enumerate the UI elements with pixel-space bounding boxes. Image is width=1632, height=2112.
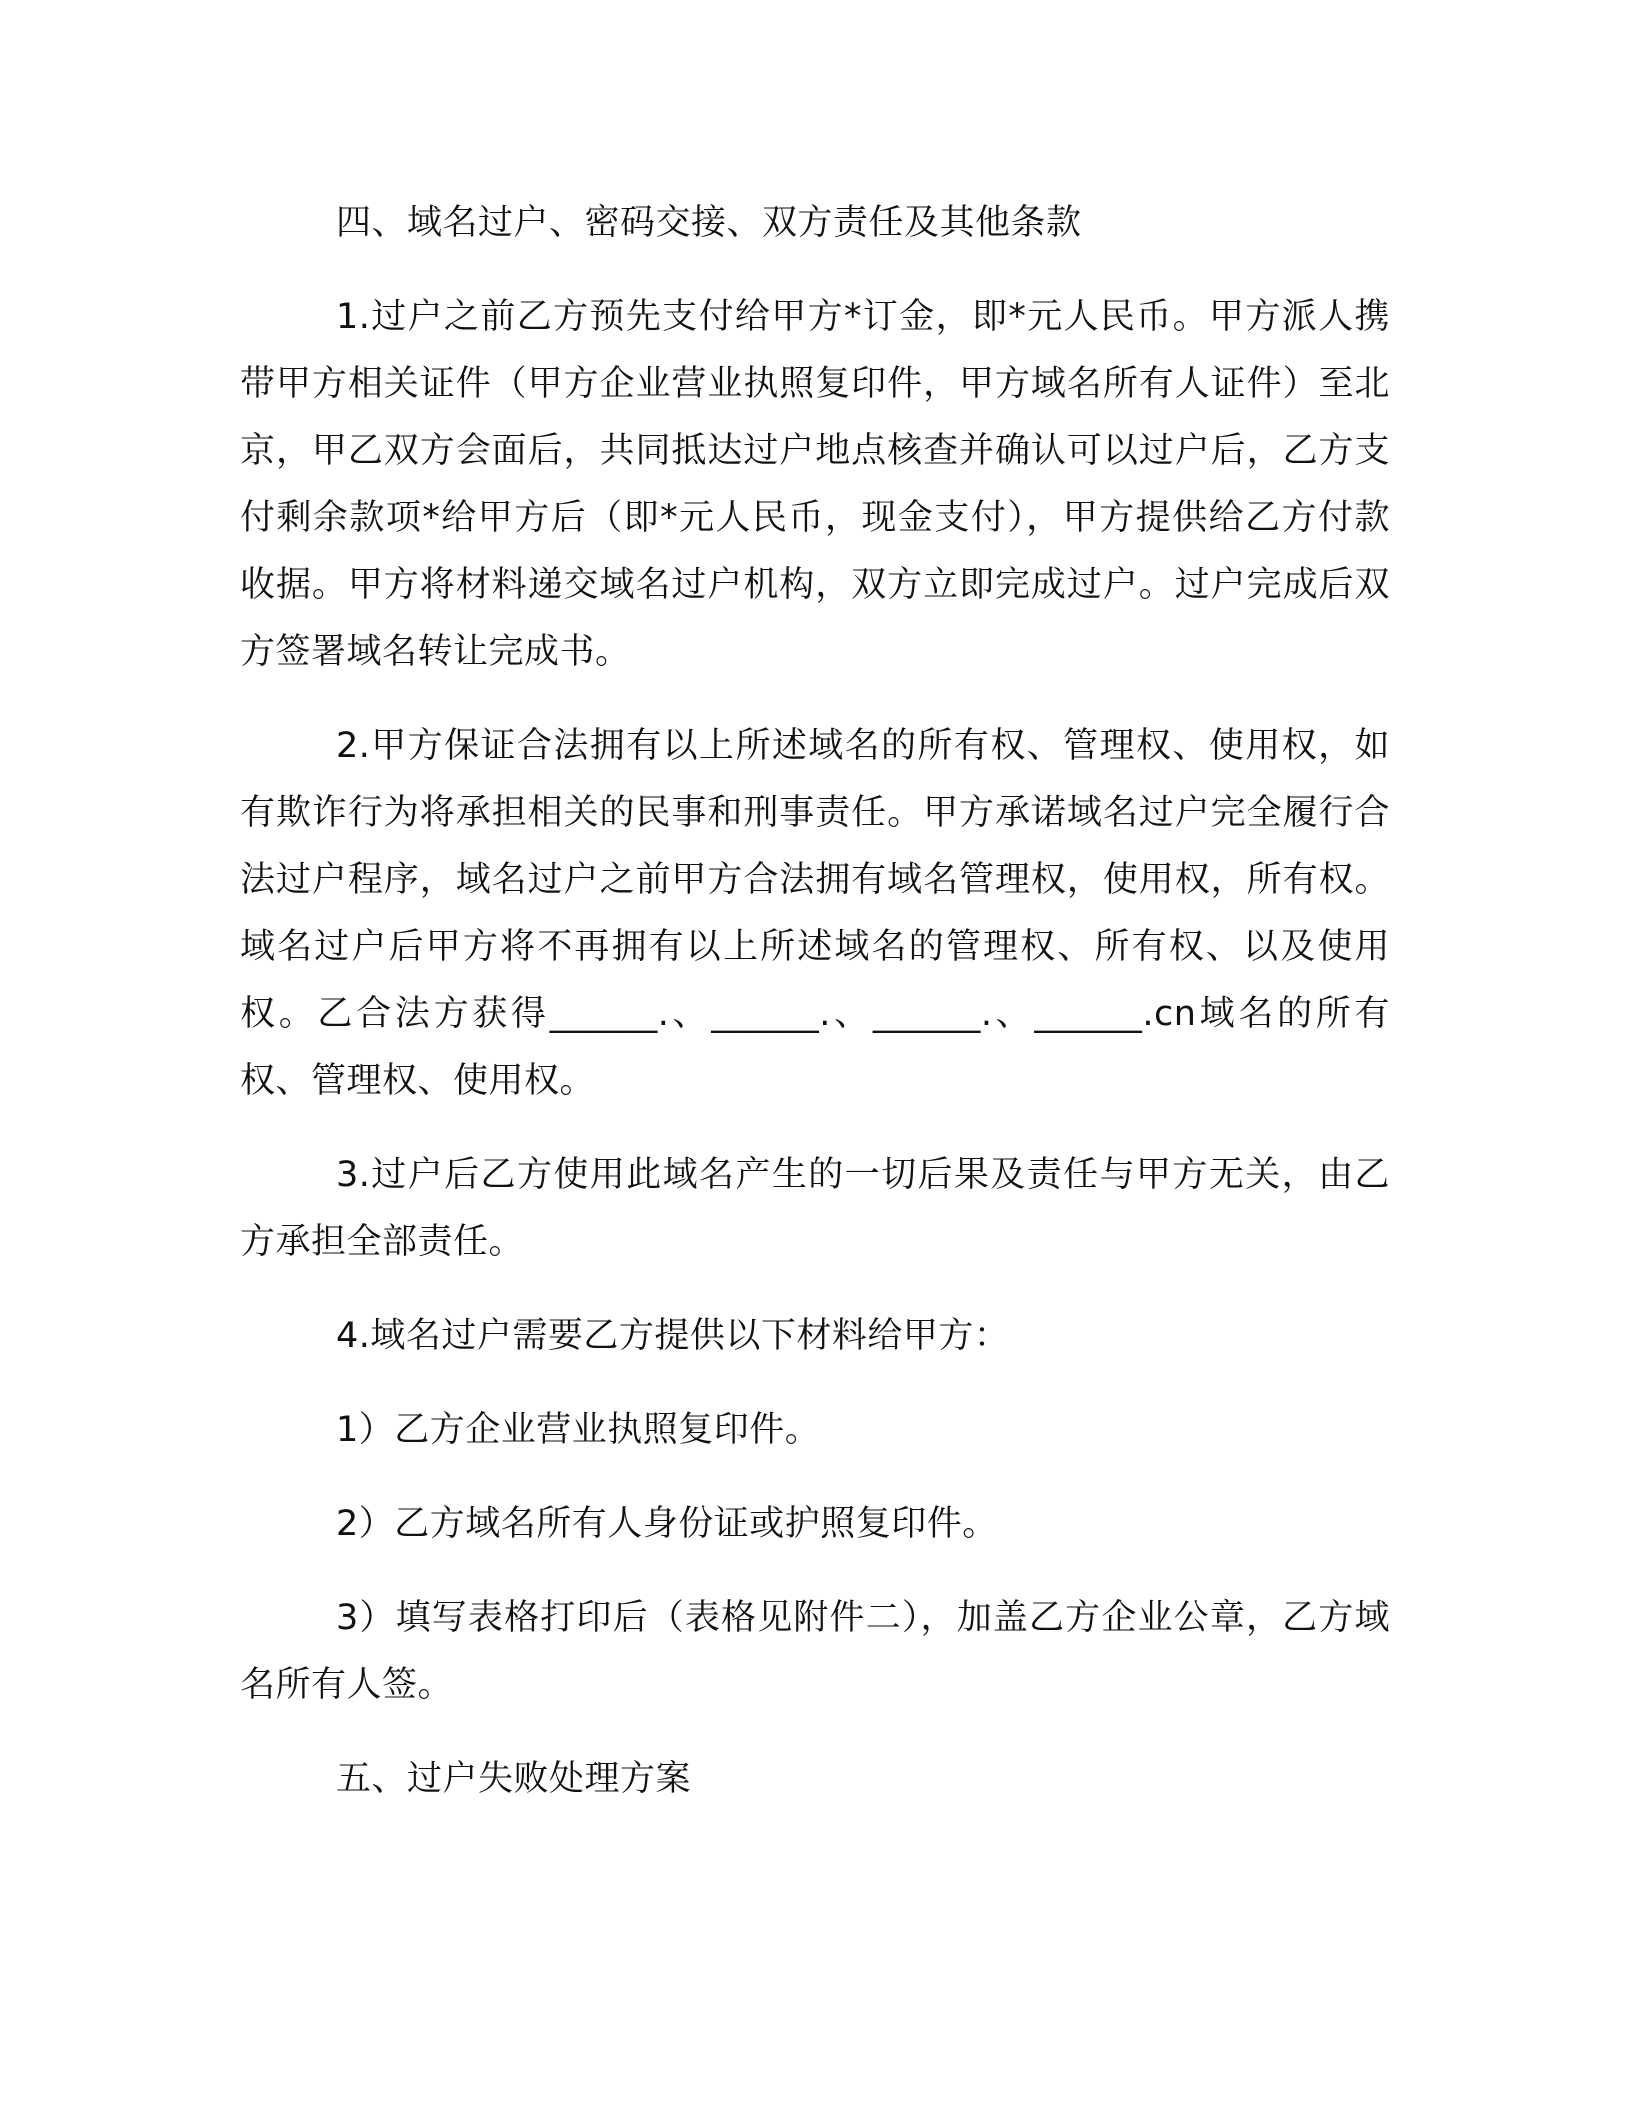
- clause-4: 4.域名过户需要乙方提供以下材料给甲方：: [336, 1316, 1010, 1356]
- clause-2: 2.甲方保证合法拥有以上所述域名的所有权、管理权、使用权，如有欺诈行为将承担相关的民事和刑事责任。甲方承诺域名过户完全履行合法过户程序，域名过户之前甲方合法拥有域名管理权，使用权，所有权。域名过户后甲方将不再拥有以上所述域名的管理权、所有权、以及使用权。乙合法方获得______.、______.、______.、______.cn域名的所有权、管理权、使用权。: [240, 726, 1390, 1101]
- section-5-heading: 五、过户失败处理方案: [336, 1759, 692, 1799]
- clause-1: 1.过户之前乙方预先支付给甲方*订金，即*元人民币。甲方派人携带甲方相关证件（甲方企业营业执照复印件，甲方域名所有人证件）至北京，甲乙双方会面后，共同抵达过户地点核查并确认可以过户后，乙方支付剩余款项*给甲方后（即*元人民币，现金支付），甲方提供给乙方付款收据。甲方将材料递交域名过户机构，双方立即完成过户。过户完成后双方签署域名转让完成书。: [240, 297, 1390, 672]
- clause-3: 3.过户后乙方使用此域名产生的一切后果及责任与甲方无关，由乙方承担全部责任。: [240, 1155, 1390, 1262]
- material-item-3: 3）填写表格打印后（表格见附件二），加盖乙方企业公章，乙方域名所有人签。: [240, 1598, 1390, 1705]
- section-4-heading: 四、域名过户、密码交接、双方责任及其他条款: [336, 203, 1082, 243]
- material-item-1: 1）乙方企业营业执照复印件。: [336, 1410, 821, 1450]
- document-body: [240, 190, 1390, 1840]
- material-item-2: 2）乙方域名所有人身份证或护照复印件。: [336, 1504, 998, 1544]
